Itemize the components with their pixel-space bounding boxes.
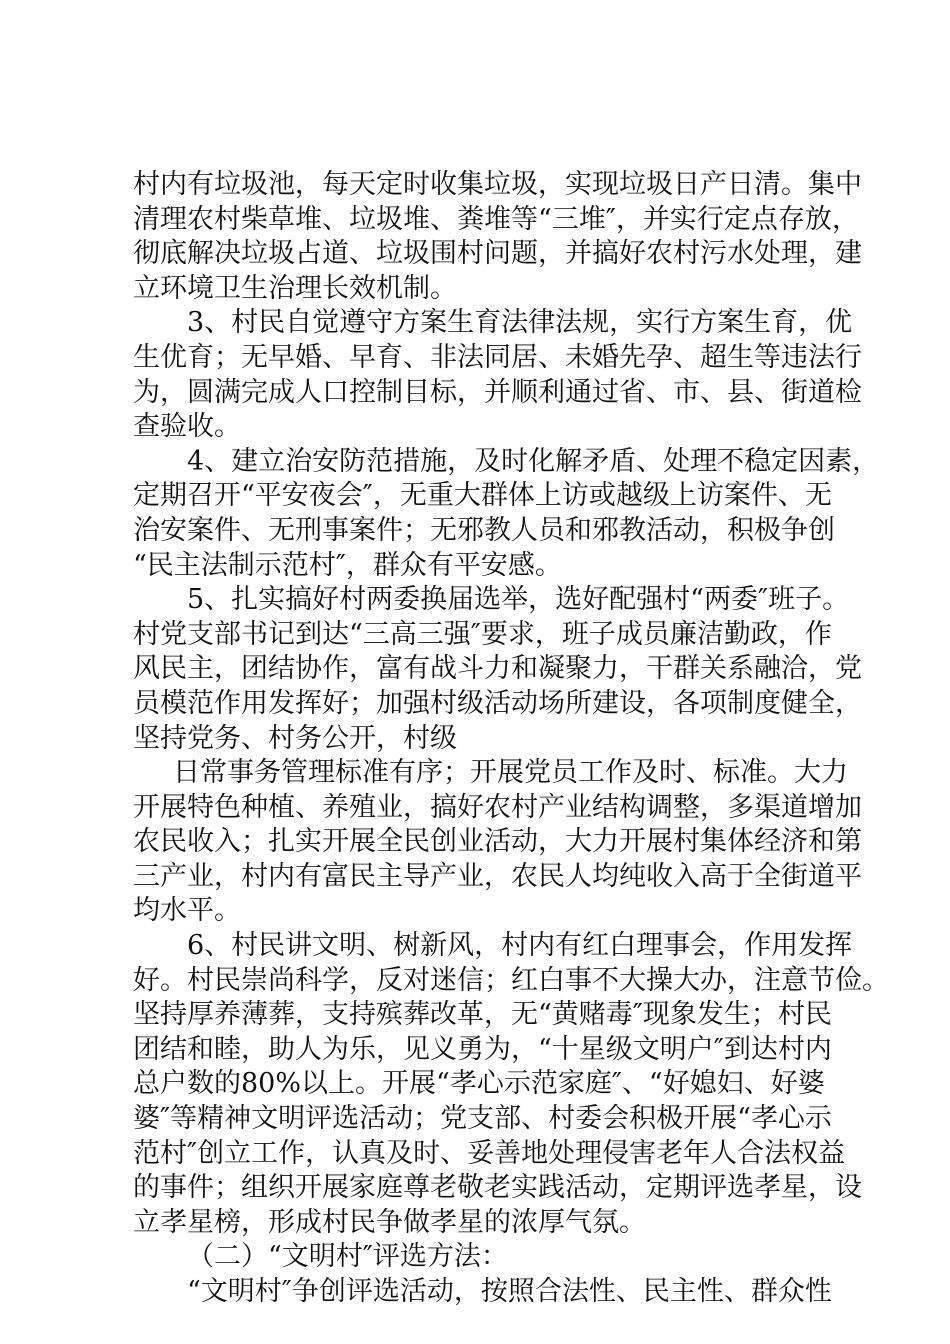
- text-line: 婆″等精神文明评选活动；党支部、村委会积极开展“孝心示: [133, 1103, 832, 1135]
- text-line: 农民收入；扎实开展全民创业活动，大力开展村集体经济和第: [133, 826, 862, 858]
- text-line: 清理农村柴草堆、垃圾堆、粪堆等“三堆″，并实行定点存放，: [133, 203, 859, 235]
- text-line: 三产业，村内有富民主导产业，农民人均纯收入高于全街道平: [133, 860, 862, 892]
- text-line: 开展特色种植、养殖业，搞好农村产业结构调整，多渠道增加: [133, 791, 862, 823]
- text-line: “民主法制示范村″，群众有平安感。: [133, 549, 562, 581]
- text-line: 定期召开“平安夜会″，无重大群体上访或越级上访案件、无: [133, 480, 832, 512]
- text-line: 村内有垃圾池，每天定时收集垃圾，实现垃圾日产日清。集中: [133, 169, 862, 200]
- text-line: 生优育；无早婚、早育、非法同居、未婚先孕、超生等违法行: [133, 341, 862, 373]
- section-heading: （二）“文明村″评选方法：: [187, 1241, 508, 1273]
- text-line: 村党支部书记到达“三高三强″要求，班子成员廉洁勤政，作: [133, 618, 832, 650]
- text-line: 为，圆满完成人口控制目标，并顺利通过省、市、县、街道检: [133, 376, 862, 408]
- text-line: 风民主，团结协作，富有战斗力和凝聚力，干群关系融洽，党: [133, 653, 862, 685]
- text-line: 总户数的80%以上。开展“孝心示范家庭″、“好媳妇、好婆: [133, 1068, 825, 1100]
- text-line: 员模范作用发挥好；加强村级活动场所建设，各项制度健全，: [133, 687, 862, 719]
- paragraph-3-start: 3、村民自觉遵守方案生育法律法规，实行方案生育，优: [187, 307, 853, 339]
- paragraph-4-start: 4、建立治安防范措施，及时化解矛盾、处理不稳定因素，: [187, 445, 880, 477]
- paragraph-continuation-start: 日常事务管理标准有序；开展党员工作及时、标准。大力: [173, 757, 848, 789]
- paragraph-6-start: 6、村民讲文明、树新风，村内有红白理事会，作用发挥: [187, 930, 853, 962]
- text-line: 查验收。: [133, 411, 241, 443]
- document-body: [133, 168, 889, 1310]
- text-line: 均水平。: [133, 895, 241, 927]
- text-line: 治安案件、无刑事案件；无邪教人员和邪教活动，积极争创: [133, 514, 835, 546]
- text-line: 的事件；组织开展家庭尊老敬老实践活动，定期评选孝星，设: [133, 1172, 862, 1204]
- text-line: 立环境卫生治理长效机制。: [133, 272, 457, 304]
- text-line: 彻底解决垃圾占道、垃圾围村问题，并搞好农村污水处理，建: [133, 238, 862, 270]
- text-line: 立孝星榜，形成村民争做孝星的浓厚气氛。: [133, 1206, 646, 1238]
- text-line: 坚持党务、村务公开，村级: [133, 722, 457, 754]
- text-line: 坚持厚养薄葬，支持殡葬改革，无“黄赌毒″现象发生；村民: [133, 999, 832, 1031]
- paragraph-5-start: 5、扎实搞好村两委换届选举，选好配强村“两委″班子。: [187, 584, 850, 616]
- text-line: 团结和睦，助人为乐，见义勇为，“十星级文明户″到达村内: [133, 1033, 832, 1065]
- text-line: 范村″创立工作，认真及时、妥善地处理侵害老年人合法权益: [133, 1137, 846, 1169]
- text-line: 好。村民崇尚科学，反对迷信；红白事不大操大办，注意节俭。: [133, 964, 889, 996]
- text-line: “文明村″争创评选活动，按照合法性、民主性、群众性: [187, 1276, 832, 1307]
